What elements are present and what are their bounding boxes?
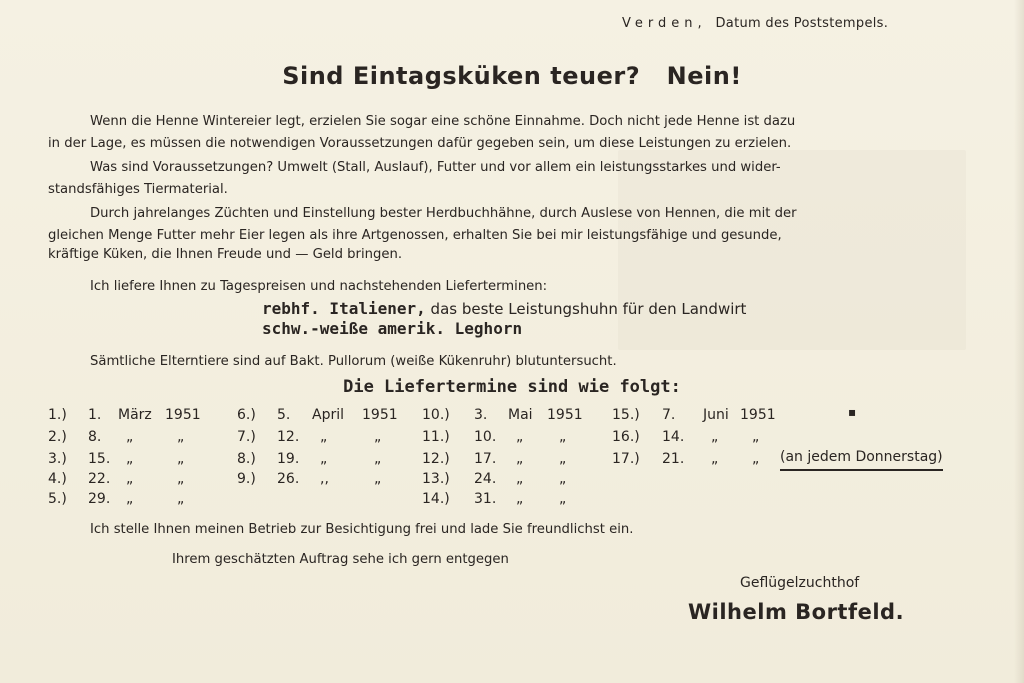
entry-number: 17.) xyxy=(612,451,640,467)
entry-month: „ xyxy=(516,471,524,487)
entry-number: 10.) xyxy=(422,407,450,423)
entry-number: 11.) xyxy=(422,429,450,445)
entry-day: 19. xyxy=(277,451,300,467)
entry-number: 9.) xyxy=(237,471,256,487)
entry-number: 16.) xyxy=(612,429,640,445)
entry-year: „ xyxy=(752,429,760,445)
entry-year: 1951 xyxy=(362,407,398,423)
breed-name: rebhf. Italiener, xyxy=(262,299,426,318)
entry-year: 1951 xyxy=(547,407,583,423)
entry-month: März xyxy=(118,407,152,423)
signature-name: Wilhelm Bortfeld. xyxy=(688,600,905,624)
entry-day: 10. xyxy=(474,429,497,445)
paragraph-3-line-2: gleichen Menge Futter mehr Eier legen als ihre Artgenossen, erhalten Sie bei mir leistungsfähige und gesunde, xyxy=(48,228,782,243)
paragraph-1-line-1: Wenn die Henne Wintereier legt, erzielen Sie sogar eine schöne Einnahme. Doch nicht jede Henne ist dazu xyxy=(90,114,796,129)
entry-year: „ xyxy=(559,429,567,445)
entry-year: „ xyxy=(177,429,185,445)
headline: Sind Eintagsküken teuer? Nein! xyxy=(282,62,742,90)
entry-month: „ xyxy=(126,471,134,487)
entry-day: 3. xyxy=(474,407,488,423)
entry-number: 2.) xyxy=(48,429,67,445)
entry-month: „ xyxy=(711,429,719,445)
entry-number: 14.) xyxy=(422,491,450,507)
entry-day: 22. xyxy=(88,471,111,487)
entry-number: 13.) xyxy=(422,471,450,487)
entry-year: „ xyxy=(374,471,382,487)
entry-month: Mai xyxy=(508,407,533,423)
entry-number: 15.) xyxy=(612,407,640,423)
entry-year: „ xyxy=(752,451,760,467)
entry-month: „ xyxy=(126,491,134,507)
entry-year: „ xyxy=(559,471,567,487)
entry-day: 26. xyxy=(277,471,300,487)
ink-dot: ▪ xyxy=(848,405,857,419)
farm-name: Geflügelzuchthof xyxy=(740,575,860,591)
dateline xyxy=(622,16,888,31)
entry-day: 31. xyxy=(474,491,497,507)
entry-month: „ xyxy=(516,429,524,445)
entry-month: Juni xyxy=(703,407,729,423)
entry-number: 5.) xyxy=(48,491,67,507)
entry-month: „ xyxy=(516,451,524,467)
entry-number: 7.) xyxy=(237,429,256,445)
delivery-intro: Ich liefere Ihnen zu Tagespreisen und nachstehenden Lieferterminen: xyxy=(90,279,548,294)
entry-number: 3.) xyxy=(48,451,67,467)
entry-month: „ xyxy=(320,429,328,445)
paragraph-2-line-2: standsfähiges Tiermaterial. xyxy=(48,182,228,197)
entry-day: 29. xyxy=(88,491,111,507)
entry-month: „ xyxy=(126,429,134,445)
breed-leghorn xyxy=(262,319,522,338)
entry-day: 17. xyxy=(474,451,497,467)
entry-number: 6.) xyxy=(237,407,256,423)
faint-show-through xyxy=(618,150,966,350)
entry-day: 21. xyxy=(662,451,685,467)
entry-year: „ xyxy=(559,491,567,507)
entry-year: „ xyxy=(177,471,185,487)
pullorum-note: Sämtliche Elterntiere sind auf Bakt. Pullorum (weiße Kükenruhr) blutuntersucht. xyxy=(90,354,617,369)
entry-day: 14. xyxy=(662,429,685,445)
entry-number: 8.) xyxy=(237,451,256,467)
paper-edge xyxy=(1014,0,1024,683)
entry-year: „ xyxy=(374,429,382,445)
entry-month: „ xyxy=(711,451,719,467)
entry-day: 8. xyxy=(88,429,102,445)
breed-name: schw.-weiße amerik. Leghorn xyxy=(262,319,523,338)
entry-day: 24. xyxy=(474,471,497,487)
entry-day: 7. xyxy=(662,407,676,423)
entry-day: 5. xyxy=(277,407,291,423)
breed-desc: das beste Leistungshuhn für den Landwirt xyxy=(430,300,747,318)
thursday-note: (an jedem Donnerstag) xyxy=(780,449,943,471)
entry-year: „ xyxy=(177,491,185,507)
entry-year: 1951 xyxy=(165,407,201,423)
entry-day: 12. xyxy=(277,429,300,445)
schedule-title: Die Liefertermine sind wie folgt: xyxy=(343,377,681,397)
paragraph-3-line-1: Durch jahrelanges Züchten und Einstellung bester Herdbuchhähne, durch Auslese von Hennen, die mit der xyxy=(90,206,797,221)
entry-month: „ xyxy=(126,451,134,467)
entry-month: „ xyxy=(320,451,328,467)
entry-year: „ xyxy=(559,451,567,467)
entry-year: „ xyxy=(374,451,382,467)
closing-line: Ihrem geschätzten Auftrag sehe ich gern entgegen xyxy=(172,552,509,567)
visit-invitation: Ich stelle Ihnen meinen Betrieb zur Besichtigung frei und lade Sie freundlichst ein. xyxy=(90,522,634,537)
paragraph-1-line-2: in der Lage, es müssen die notwendigen Voraussetzungen dafür gegeben sein, um diese Leistungen zu erzielen. xyxy=(48,136,792,151)
entry-year: 1951 xyxy=(740,407,776,423)
paragraph-2-line-1: Was sind Voraussetzungen? Umwelt (Stall, Auslauf), Futter und vor allem ein leistungsstarkes und wider- xyxy=(90,160,781,175)
dateline-rest: Datum des Poststempels. xyxy=(715,16,889,31)
entry-number: 4.) xyxy=(48,471,67,487)
breed-italiener xyxy=(262,299,746,318)
paragraph-3-line-3: kräftige Küken, die Ihnen Freude und — Geld bringen. xyxy=(48,247,403,262)
entry-month: „ xyxy=(516,491,524,507)
dateline-city: Verden, xyxy=(622,16,707,31)
entry-year: „ xyxy=(177,451,185,467)
entry-day: 1. xyxy=(88,407,102,423)
entry-number: 1.) xyxy=(48,407,67,423)
entry-month: ,, xyxy=(320,471,329,487)
entry-month: April xyxy=(312,407,344,423)
entry-day: 15. xyxy=(88,451,111,467)
entry-number: 12.) xyxy=(422,451,450,467)
